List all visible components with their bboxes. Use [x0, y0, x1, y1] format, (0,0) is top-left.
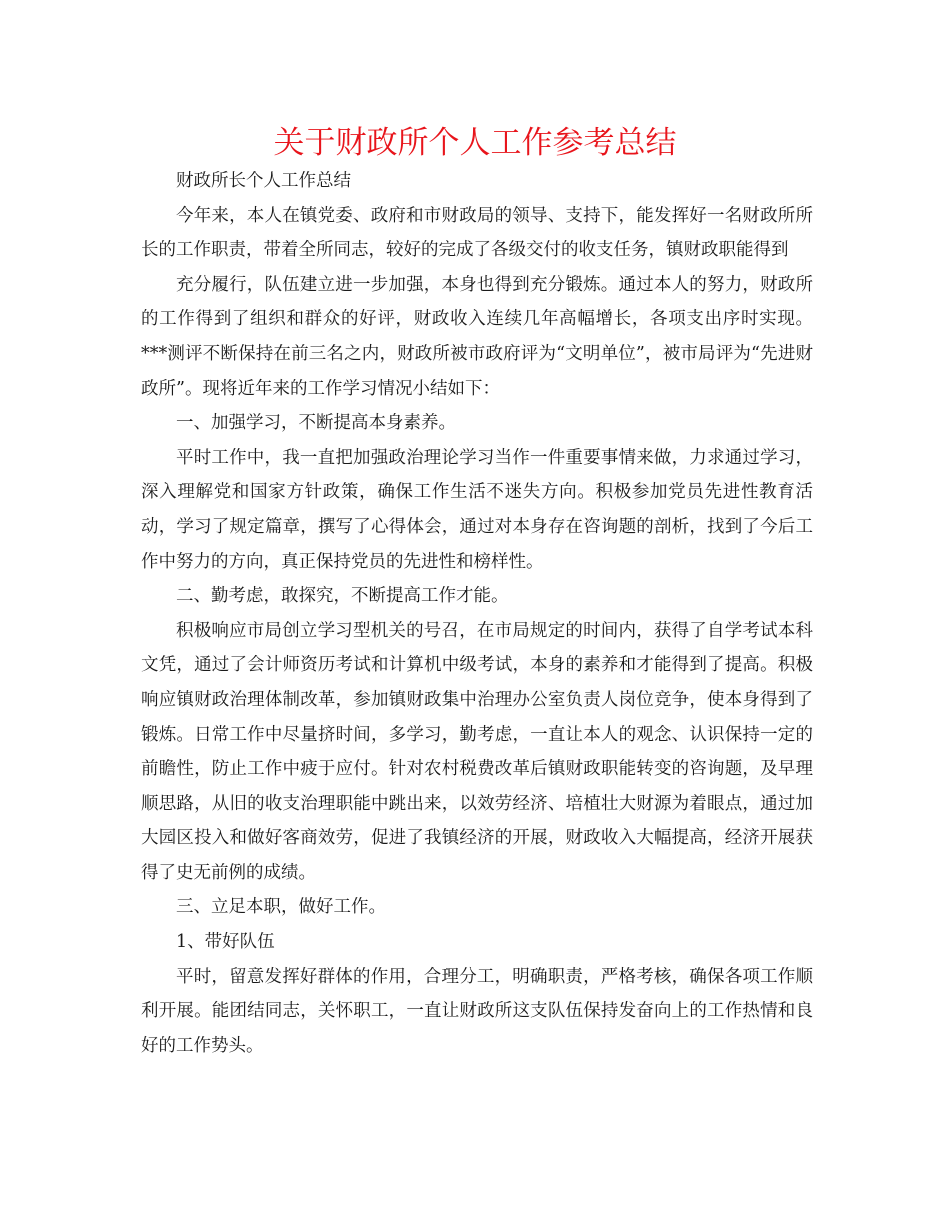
- paragraph: 平时，留意发挥好群体的作用，合理分工，明确职责，严格考核，确保各项工作顺利开展。能团结同志，关怀职工，一直让财政所这支队伍保持发奋向上的工作热情和良好的工作势头。: [141, 966, 813, 1056]
- paragraph-subtitle: 财政所长个人工作总结: [176, 171, 351, 191]
- document-title: 关于财政所个人工作参考总结: [273, 125, 677, 161]
- paragraph: 积极响应市局创立学习型机关的号召，在市局规定的时间内，获得了自学考试本科文凭，通过了会计师资历考试和计算机中级考试，本身的素养和才能得到了提高。积极响应镇财政治理体制改革，参加镇财政集中治理办公室负责人岗位竞争，使本身得到了锻炼。日常工作中尽量挤时间，多学习，勤考虑，一直让本人的观念、认识保持一定的前瞻性，防止工作中疲于应付。针对农村税费改革后镇财政职能转变的咨询题，及早理顺思路，从旧的收支治理职能中跳出来，以效劳经济、培植壮大财源为着眼点，通过加大园区投入和做好客商效劳，促进了我镇经济的开展，财政收入大幅提高，经济开展获得了史无前例的成绩。: [141, 620, 813, 883]
- paragraph: 充分履行，队伍建立进一步加强，本身也得到充分锻炼。通过本人的努力，财政所的工作得到了组织和群众的好评，财政收入连续几年高幅增长，各项支出序时实现。***测评不断保持在前三名之内，财政所被市政府评为“文明单位”，被市局评为“先进财政所”。现将近年来的工作学习情况小结如下：: [141, 274, 813, 399]
- section-heading-1: 一、加强学习，不断提高本身素养。: [176, 413, 456, 434]
- paragraph: 平时工作中，我一直把加强政治理论学习当作一件重要事情来做，力求通过学习，深入理解党和国家方针政策，确保工作生活不迷失方向。积极参加党员先进性教育活动，学习了规定篇章，撰写了心得体会，通过对本身存在咨询题的剖析，找到了今后工作中努力的方向，真正保持党员的先进性和榜样性。: [141, 447, 813, 572]
- document-body: [141, 164, 813, 1063]
- section-heading-2: 二、勤考虑，敢探究，不断提高工作才能。: [176, 586, 509, 607]
- subsection-heading-1: 1、带好队伍: [176, 932, 275, 953]
- section-heading-3: 三、立足本职，做好工作。: [176, 897, 386, 918]
- paragraph: 今年来，本人在镇党委、政府和市财政局的领导、支持下，能发挥好一名财政所所长的工作职责，带着全所同志，较好的完成了各级交付的收支任务，镇财政职能得到: [141, 205, 813, 261]
